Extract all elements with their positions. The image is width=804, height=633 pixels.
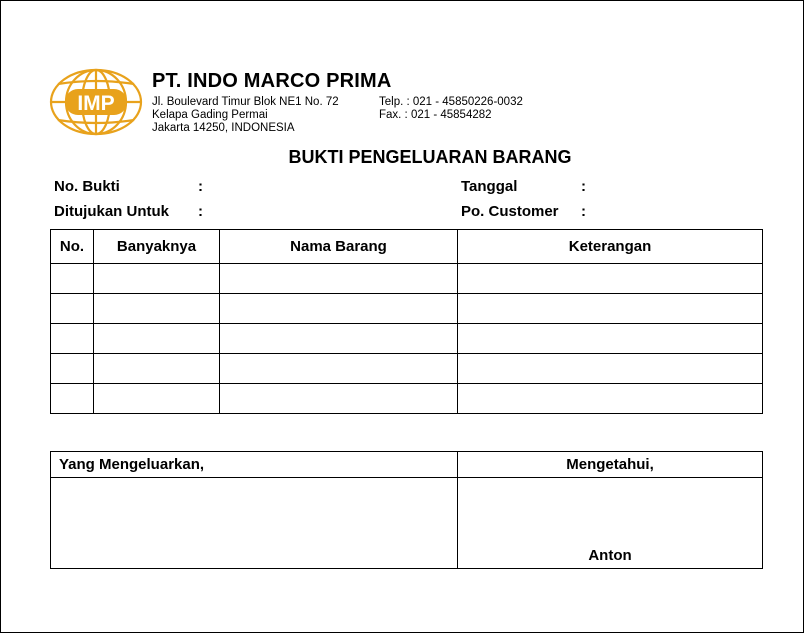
- no-bukti-colon: :: [198, 178, 203, 195]
- company-fax: Fax. : 021 - 45854282: [379, 109, 492, 121]
- cell-keterangan[interactable]: [458, 324, 763, 354]
- yang-mengeluarkan-label: Yang Mengeluarkan,: [51, 452, 458, 478]
- cell-keterangan[interactable]: [458, 294, 763, 324]
- cell-nama-barang[interactable]: [220, 294, 458, 324]
- address-line-2: Kelapa Gading Permai: [152, 109, 268, 121]
- cell-nama-barang[interactable]: [220, 324, 458, 354]
- ditujukan-untuk-label: Ditujukan Untuk: [54, 203, 169, 220]
- cell-nama-barang[interactable]: [220, 384, 458, 414]
- globe-logo-icon: [49, 68, 143, 136]
- signature-box-left[interactable]: [51, 478, 458, 569]
- signature-name-right: Anton: [458, 478, 763, 569]
- cell-nama-barang[interactable]: [220, 264, 458, 294]
- address-line-3: Jakarta 14250, INDONESIA: [152, 122, 295, 134]
- po-customer-colon: :: [581, 203, 586, 220]
- col-banyaknya: Banyaknya: [94, 230, 220, 264]
- ditujukan-untuk-colon: :: [198, 203, 203, 220]
- table-row: [51, 324, 763, 354]
- table-row: [51, 354, 763, 384]
- col-nama-barang: Nama Barang: [220, 230, 458, 264]
- cell-no[interactable]: [51, 264, 94, 294]
- signature-body-row: [51, 478, 763, 569]
- cell-banyaknya[interactable]: [94, 264, 220, 294]
- cell-banyaknya[interactable]: [94, 354, 220, 384]
- table-row: [51, 384, 763, 414]
- tanggal-label: Tanggal: [461, 178, 518, 195]
- company-name: PT. INDO MARCO PRIMA: [152, 70, 392, 92]
- cell-nama-barang[interactable]: [220, 354, 458, 384]
- company-telp: Telp. : 021 - 45850226-0032: [379, 96, 523, 108]
- signature-table: [50, 451, 763, 569]
- cell-no[interactable]: [51, 294, 94, 324]
- table-row: [51, 264, 763, 294]
- mengetahui-label: Mengetahui,: [458, 452, 763, 478]
- po-customer-label: Po. Customer: [461, 203, 559, 220]
- logo-text: IMP: [77, 92, 115, 115]
- cell-keterangan[interactable]: [458, 354, 763, 384]
- cell-banyaknya[interactable]: [94, 384, 220, 414]
- document-title: BUKTI PENGELUARAN BARANG: [288, 147, 572, 167]
- signature-header-row: [51, 452, 763, 478]
- cell-keterangan[interactable]: [458, 264, 763, 294]
- tanggal-colon: :: [581, 178, 586, 195]
- cell-banyaknya[interactable]: [94, 294, 220, 324]
- items-table-header: [51, 230, 763, 264]
- cell-keterangan[interactable]: [458, 384, 763, 414]
- items-table: [50, 229, 763, 414]
- cell-no[interactable]: [51, 324, 94, 354]
- col-keterangan: Keterangan: [458, 230, 763, 264]
- col-no: No.: [51, 230, 94, 264]
- table-row: [51, 294, 763, 324]
- address-line-1: Jl. Boulevard Timur Blok NE1 No. 72: [152, 96, 339, 108]
- cell-no[interactable]: [51, 384, 94, 414]
- cell-no[interactable]: [51, 354, 94, 384]
- cell-banyaknya[interactable]: [94, 324, 220, 354]
- company-logo: [49, 68, 143, 136]
- no-bukti-label: No. Bukti: [54, 178, 120, 195]
